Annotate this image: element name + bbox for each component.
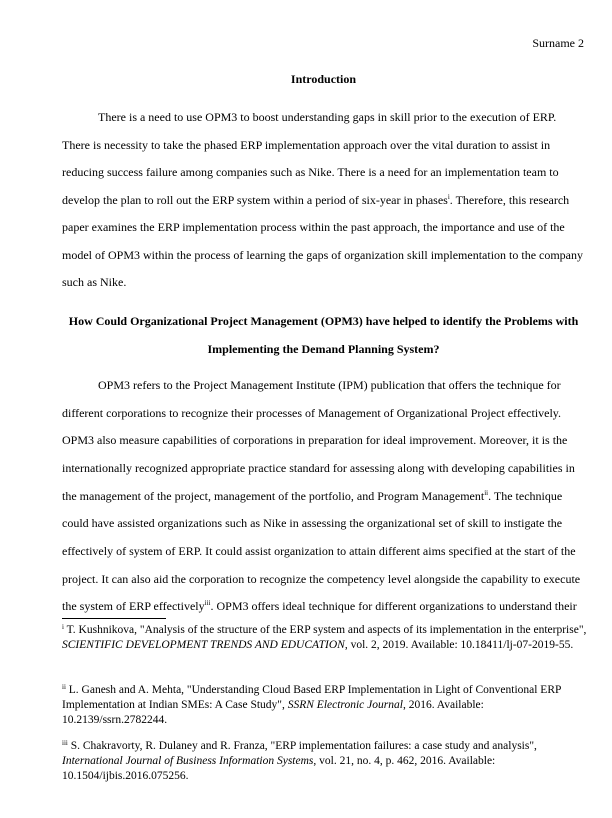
footnote-ref[interactable]: ii [484, 489, 489, 497]
footnote-text: L. Ganesh and A. Mehta, "Understanding Cloud Based ERP Implementation in Light of Conventional ERP Implementation at Indian SMEs: A Case Study", [62, 684, 561, 711]
paragraph-line [62, 599, 577, 613]
footnote-text: , vol. 21, no. 4, p. 462, 2016. Available: 10.1504/ijbis.2016.075256. [62, 755, 496, 782]
paragraph-line: OPM3 refers to the Project Management Institute (IPM) publication that offers the technique for [98, 378, 561, 392]
footnote-ref[interactable]: iii [204, 599, 211, 607]
footnote-mark: ii [62, 683, 66, 691]
paragraph-line [62, 489, 562, 503]
paragraph-line: There is necessity to take the phased ERP implementation approach over the vital duration to assist in [62, 138, 551, 152]
line-text: . The technique [488, 489, 563, 503]
footnote-ref[interactable]: i [447, 193, 450, 201]
footnote-mark: iii [62, 739, 68, 747]
line-text: develop the plan to roll out the ERP system within a period of six-year in phases [62, 193, 448, 207]
line-text: . OPM3 offers ideal technique for different organizations to understand their [210, 599, 577, 613]
heading-line: How Could Organizational Project Management (OPM3) have helped to identify the Problems with [68, 314, 579, 328]
footnote-mark: i [62, 623, 64, 631]
paragraph-line: paper examines the ERP implementation process within the past approach, the importance and use of the [62, 220, 565, 234]
line-text: the system of ERP effectively [62, 599, 205, 613]
paragraph-line: internationally recognized appropriate practice standard for assessing along with developing capabilities in [62, 461, 575, 475]
heading-line: Implementing the Demand Planning System? [207, 342, 440, 356]
section-heading-introduction: Introduction [290, 72, 357, 86]
footnote-separator [62, 618, 166, 619]
footnote-journal: SSRN Electronic Journal [287, 699, 403, 711]
footnote-text: T. Kushnikova, "Analysis of the structure of the ERP system and aspects of its implementation in the enterprise", [66, 624, 587, 636]
paragraph-line: There is a need to use OPM3 to boost understanding gaps in skill prior to the execution of ERP. [98, 110, 557, 124]
footnote-journal: International Journal of Business Information Systems [62, 755, 314, 767]
paragraph-line: reducing success failure among companies such as Nike. There is a need for an implementation team to [62, 165, 559, 179]
paragraph-line [62, 193, 569, 207]
footnote-text: , vol. 2, 2019. Available: 10.18411/lj-07-2019-55. [344, 639, 574, 651]
footnote-text: , 2016. Available: 10.2139/ssrn.2782244. [62, 699, 484, 726]
line-text: the management of the project, management of the portfolio, and Program Management [62, 489, 485, 503]
footnote-journal: SCIENTIFIC DEVELOPMENT TRENDS AND EDUCATION [62, 639, 345, 651]
paragraph-line: OPM3 also measure capabilities of corporations in preparation for ideal improvement. Moreover, it is the [62, 433, 568, 447]
paragraph-line: model of OPM3 within the process of learning the gaps of organization skill implementation to the company [62, 248, 584, 262]
paragraph-line: different corporations to recognize their processes of Management of Organizational Project effectively. [62, 406, 562, 420]
paragraph-line: project. It can also aid the corporation to recognize the competency level alongside the capability to execute [62, 572, 581, 586]
paragraph-line: such as Nike. [62, 275, 127, 289]
line-text: . Therefore, this research [449, 193, 570, 207]
paragraph-line: effectively of system of ERP. It could assist organization to attain different aims specified at the start of the [62, 544, 576, 558]
running-head: Surname 2 [532, 36, 584, 50]
footnote-1 [62, 623, 590, 653]
footnote-3 [62, 739, 590, 784]
footnote-text: S. Chakravorty, R. Dulaney and R. Franza, "ERP implementation failures: a case study and analysis", [70, 740, 537, 752]
footnote-2 [62, 683, 590, 728]
paragraph-line: could have assisted organizations such as Nike in assessing the organizational set of skill to instigate the [62, 516, 563, 530]
